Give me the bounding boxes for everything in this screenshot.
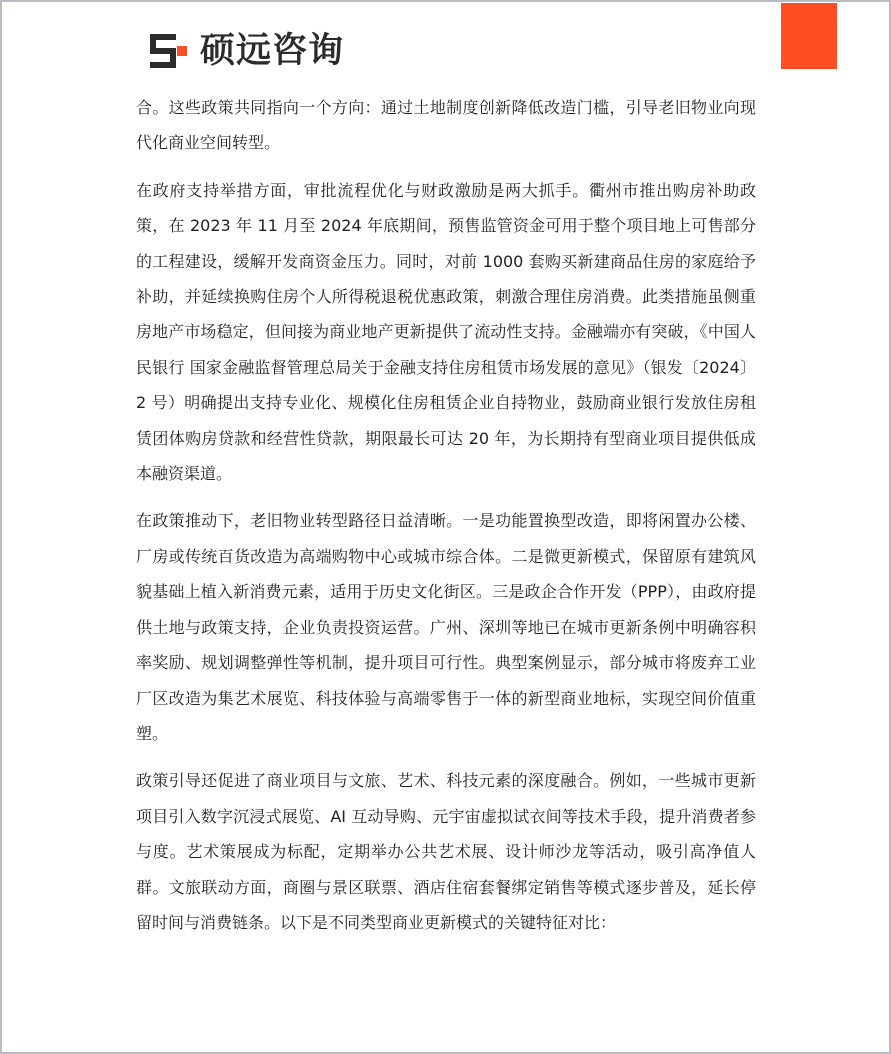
paragraph: 在政府支持举措方面，审批流程优化与财政激励是两大抓手。衢州市推出购房补助政策，在 2023 年 11 月至 2024 年底期间，预售监管资金可用于整个项目地上可售部分的工程建设，缓解开发商资金压力。同时，对前 1000 套购买新建商品住房的家庭给予补助，并延续换购住房个人所得税退税优惠政策，刺激合理住房消费。此类措施虽侧重房地产市场稳定，但间接为商业地产更新提供了流动性支持。金融端亦有突破，《中国人民银行 国家金融监督管理总局关于金融支持住房租赁市场发展的意见》（银发〔2024〕2 号）明确提出支持专业化、规模化住房租赁企业自持物业，鼓励商业银行发放住房租赁团体购房贷款和经营性贷款，期限最长可达 20 年，为长期持有型商业项目提供低成本融资渠道。 [136, 180, 756, 484]
document-page [2, 2, 889, 1052]
paragraph: 在政策推动下，老旧物业转型路径日益清晰。一是功能置换型改造，即将闲置办公楼、厂房或传统百货改造为高端购物中心或城市综合体。二是微更新模式，保留原有建筑风貌基础上植入新消费元素，适用于历史文化街区。三是政企合作开发（PPP），由政府提供土地与政策支持，企业负责投资运营。广州、深圳等地已在城市更新条例中明确容积率奖励、规划调整弹性等机制，提升项目可行性。典型案例显示，部分城市将废弃工业厂区改造为集艺术展览、科技体验与高端零售于一体的新型商业地标，实现空间价值重塑。 [136, 511, 756, 743]
paragraph: 合。这些政策共同指向一个方向：通过土地制度创新降低改造门槛，引导老旧物业向现代化商业空间转型。 [136, 98, 756, 153]
corner-accent-block [781, 3, 837, 69]
paragraph: 政策引导还促进了商业项目与文旅、艺术、科技元素的深度融合。例如，一些城市更新项目引入数字沉浸式展览、AI 互动导购、元宇宙虚拟试衣间等技术手段，提升消费者参与度。艺术策展成为标配，定期举办公共艺术展、设计师沙龙等活动，吸引高净值人群。文旅联动方面，商圈与景区联票、酒店住宿套餐绑定销售等模式逐步普及，延长停留时间与消费链条。以下是不同类型商业更新模式的关键特征对比： [136, 771, 756, 932]
brand-mark-icon [148, 32, 190, 70]
company-logo [148, 29, 344, 73]
logo-text: 硕远咨询 [200, 31, 345, 71]
document-body [136, 90, 756, 952]
